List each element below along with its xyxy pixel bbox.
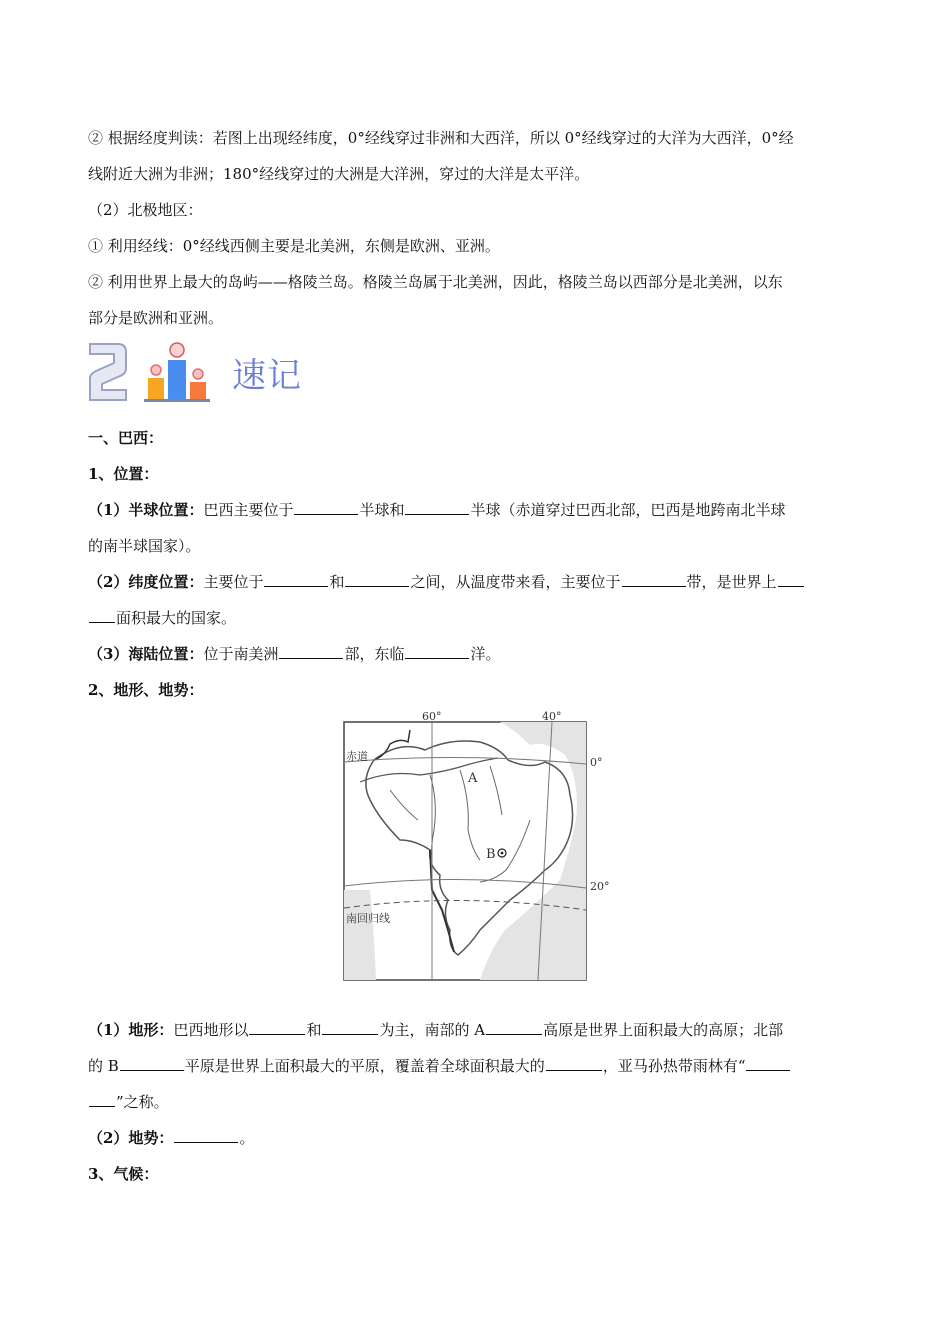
arctic-point-1: ① 利用经线：0°经线西侧主要是北美洲，东侧是欧洲、亚洲。: [88, 237, 500, 255]
arctic-point-2-line-2: 部分是欧洲和亚洲。: [88, 309, 224, 327]
landform-line-1: [88, 1012, 864, 1048]
pacific-area: [344, 890, 376, 980]
label-lon-60: 60°: [422, 710, 442, 723]
label-lat-0: 0°: [590, 756, 603, 769]
answer-blank[interactable]: [546, 1054, 602, 1071]
slope-line: [88, 1120, 864, 1156]
label-point-b: B: [486, 847, 496, 862]
landform-text-4: 高原是世界上面积最大的高原；北部: [543, 1021, 784, 1039]
section-header: [88, 338, 328, 404]
answer-blank[interactable]: [345, 570, 409, 587]
hemisphere-line-2: 的南半球国家）。: [88, 537, 201, 555]
arctic-point-2-line-1: ② 利用世界上最大的岛屿——格陵兰岛。格陵兰岛属于北美洲，因此，格陵兰岛以西部分是北美洲，以东: [88, 273, 783, 291]
label-equator: 赤道: [346, 750, 368, 763]
intro-line-1: ② 根据经度判读：若图上出现经纬度，0°经线穿过非洲和大西洋，所以 0°经线穿过的大洋为大西洋，0°经: [88, 129, 794, 147]
landform-label: （1）地形：: [88, 1021, 174, 1039]
intro-line-2: 线附近大洲为非洲；180°经线穿过的大洲是大洋洲，穿过的大洋是太平洋。: [88, 165, 590, 183]
label-lat-20: 20°: [590, 880, 610, 893]
location-heading: 1、位置：: [88, 465, 159, 483]
landform-text-5: 的 B: [88, 1057, 119, 1075]
sea-land-label: （3）海陆位置：: [88, 645, 204, 663]
answer-blank[interactable]: [279, 642, 343, 659]
section-title: 速记: [232, 356, 302, 396]
landform-line-2: [88, 1048, 864, 1084]
answer-blank[interactable]: [486, 1018, 542, 1035]
answer-blank[interactable]: [778, 570, 804, 587]
sea-land-text-3: 洋。: [470, 645, 501, 663]
section-number-icon: [88, 338, 228, 404]
answer-blank[interactable]: [120, 1054, 184, 1071]
answer-blank[interactable]: [89, 606, 115, 623]
sea-land-line: [88, 636, 864, 672]
slope-text-1: 。: [239, 1129, 255, 1147]
brazil-map: [330, 700, 610, 990]
latitude-text-5: 面积最大的国家。: [116, 609, 237, 627]
latitude-text-2: 和: [329, 573, 345, 591]
hemisphere-line-1: [88, 492, 864, 528]
answer-blank[interactable]: [322, 1018, 378, 1035]
landform-text-2: 和: [306, 1021, 322, 1039]
slope-label: （2）地势：: [88, 1129, 174, 1147]
hemisphere-text-1: 巴西主要位于: [203, 501, 294, 519]
terrain-heading: 2、地形、地势：: [88, 681, 204, 699]
landform-text-3: 为主，南部的 A: [379, 1021, 486, 1039]
label-point-a: A: [468, 771, 478, 786]
latitude-text-4: 带，是世界上: [686, 573, 777, 591]
label-lon-40: 40°: [542, 710, 562, 723]
latitude-text-3: 之间，从温度带来看，主要位于: [410, 573, 621, 591]
answer-blank[interactable]: [264, 570, 328, 587]
answer-blank[interactable]: [746, 1054, 790, 1071]
landform-text-8: ”之称。: [116, 1093, 169, 1111]
hemisphere-text-2: 半球和: [359, 501, 405, 519]
label-tropic: 南回归线: [346, 912, 390, 925]
sea-land-text-2: 部，东临: [344, 645, 405, 663]
hemisphere-text-3: 半球（赤道穿过巴西北部，巴西是地跨南北半球: [470, 501, 786, 519]
landform-text-7: ，亚马孙热带雨林有“: [602, 1057, 746, 1075]
arctic-subtitle: （2）北极地区：: [88, 201, 203, 219]
latitude-label: （2）纬度位置：: [88, 573, 204, 591]
latitude-text-1: 主要位于: [203, 573, 264, 591]
landform-text-6: 平原是世界上面积最大的平原，覆盖着全球面积最大的: [184, 1057, 545, 1075]
latitude-line-2: [88, 600, 864, 636]
answer-blank[interactable]: [249, 1018, 305, 1035]
landform-text-1: 巴西地形以: [173, 1021, 249, 1039]
answer-blank[interactable]: [405, 642, 469, 659]
answer-blank[interactable]: [294, 498, 358, 515]
answer-blank[interactable]: [622, 570, 686, 587]
answer-blank[interactable]: [89, 1090, 115, 1107]
capital-marker-dot: [501, 852, 504, 855]
landform-line-3: [88, 1084, 864, 1120]
answer-blank[interactable]: [405, 498, 469, 515]
latitude-line-1: [88, 564, 864, 600]
hemisphere-label: （1）半球位置：: [88, 501, 204, 519]
sea-land-text-1: 位于南美洲: [203, 645, 279, 663]
climate-heading: 3、气候：: [88, 1165, 159, 1183]
answer-blank[interactable]: [174, 1126, 238, 1143]
brazil-heading: 一、巴西：: [88, 429, 164, 447]
